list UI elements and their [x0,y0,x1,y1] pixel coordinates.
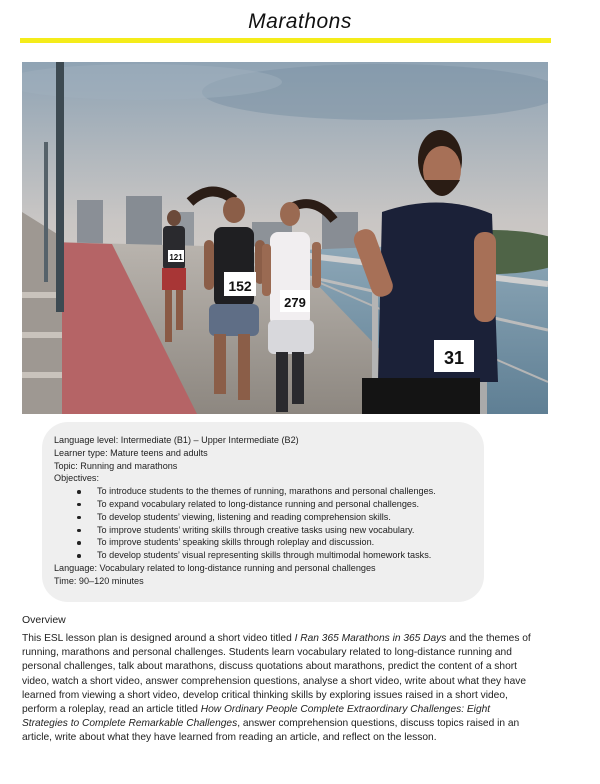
runners-on-bridge-photo [22,62,548,414]
language-level-value: : Intermediate (B1) – Upper Intermediate (B2) [115,435,299,445]
language-value: : Vocabulary related to long-distance running and personal challenges [94,562,376,573]
bib-number-121: 121 [169,253,183,262]
lesson-info-box [42,422,484,602]
list-item: To introduce students to the themes of running, marathons and personal challenges. [97,485,472,498]
overview-paragraph [22,632,552,746]
language-level-row [54,434,472,447]
overview-text: article, write about what they have learned from reading an article, and reflect on the lesson. [22,732,437,744]
overview-text: and the themes of [446,633,531,644]
overview-text: This ESL lesson plan is designed around a short video titled [22,633,295,644]
title-underline [20,38,551,43]
overview-text: video, watch a short video, answer comprehension questions, analyse a short video, write about what they have [22,675,527,687]
objectives-row [54,472,472,485]
bib-number-279: 279 [284,295,306,310]
language-level-label: Language level [54,435,116,445]
topic-row [54,460,472,473]
language-row [54,562,472,575]
video-title: I Ran 365 Marathons in 365 Days [294,633,447,644]
bib-number-31: 31 [443,348,465,368]
bib-number-152: 152 [228,278,252,294]
list-item: To develop students’ viewing, listening and reading comprehension skills. [97,511,472,524]
topic-value: : Running and marathons [75,460,178,471]
article-title: How Ordinary People Complete Extraordinary Challenges: Eight [200,704,491,716]
learner-type-value: : Mature teens and adults [105,447,208,458]
overview-heading: Overview [22,614,66,626]
objectives-label: Objectives [54,473,97,484]
list-item: To improve students’ speaking skills through roleplay and discussion. [97,536,472,549]
time-value: : 90–120 minutes [73,575,144,586]
article-title: Strategies to Complete Remarkable Challenges [22,718,238,730]
list-item: To develop students’ visual representing skills through multimodal homework tasks. [97,549,472,562]
list-item: To improve students’ writing skills through creative tasks using new vocabulary. [97,524,472,537]
overview-text: , answer comprehension questions, discuss topics raised in an [237,718,520,730]
overview-text: personal challenges, talk about marathons, discuss quotations about marathons, predict the content of a short [22,661,517,673]
time-label: Time [54,575,74,586]
page-title: Marathons [248,10,352,33]
learner-type-label: Learner type [54,447,106,458]
overview-text: running, marathons and personal challenges. Students learn vocabulary related to long-distance running and [22,647,512,659]
list-item: To expand vocabulary related to long-distance running and personal challenges. [97,498,472,511]
overview-text: perform a roleplay, read an article titled [22,704,201,716]
overview-text: learned from viewing a short video, develop critical thinking skills by exploring issues raised in a short video, [22,689,508,701]
time-row [54,575,472,588]
objectives-list [54,485,472,562]
topic-label: Topic [54,460,76,471]
objectives-colon: : [96,473,99,484]
language-label: Language [54,562,95,573]
learner-type-row [54,447,472,460]
